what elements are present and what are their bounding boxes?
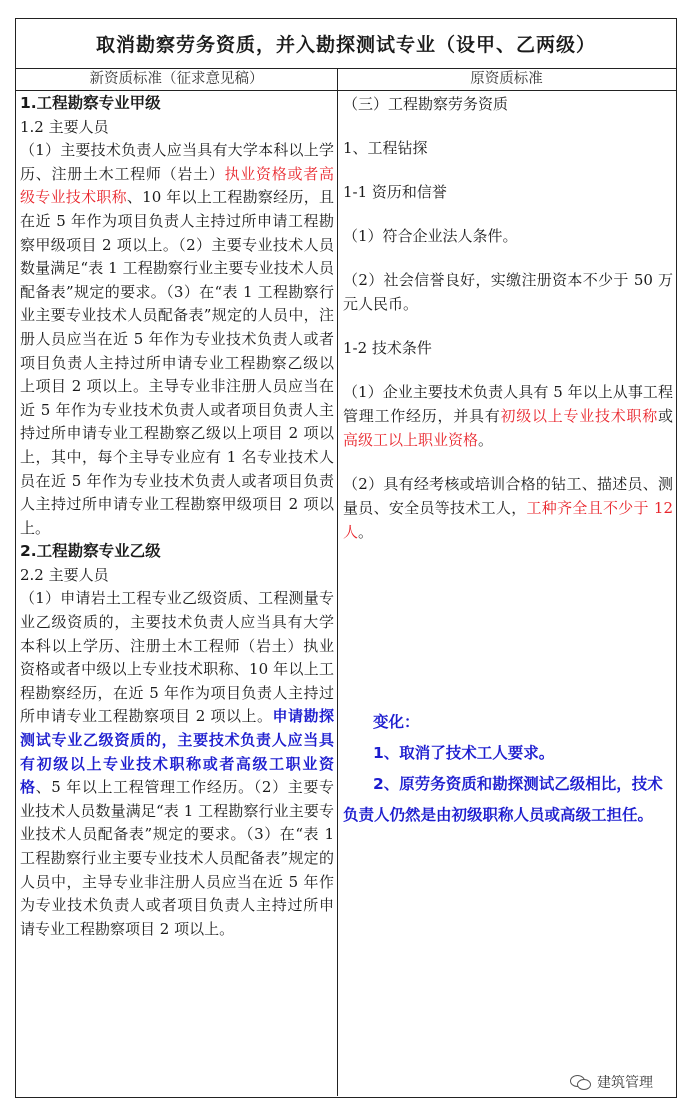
header-old-standard: 原资质标准 <box>337 69 676 91</box>
text-segment: （1）申请岩土工程专业乙级资质、工程测量专业乙级资质的，主要技术负责人应当具有大学本科以上学历、注册土木工程师（岩土）执业资格或者中级以上专业技术职称、10 年以上工程勘察经历，在近 5 年作为项目负责人主持过所申请专业工程勘察项目 2 项以上。 <box>20 589 334 726</box>
text-segment: （1）企业主要技术负责人具有 5 年以上从事工程管理工作经历，并具有 <box>343 383 673 425</box>
text-segment: （2）具有经考核或培训合格的钻工、描述员、测量员、安全员等技术工人， <box>343 475 673 517</box>
paragraph-grade-b <box>20 587 334 941</box>
changes-item-2: 2、原劳务资质和勘探测试乙级相比，技术负责人仍然是由初级职称人员或高级工担任。 <box>343 775 663 824</box>
subheading-main-personnel-a: 1.2 主要人员 <box>20 117 109 136</box>
old-item-drilling: 1、工程钻探 <box>343 139 428 157</box>
table-title: 取消勘察劳务资质，并入勘探测试专业（设甲、乙两级） <box>16 19 676 69</box>
old-standard-column <box>343 92 673 564</box>
highlight-red-text: 初级以上专业技术职称 <box>500 407 658 425</box>
text-segment: （1）主要技术负责人应当具有大学本科以上学历、注册土木工程师（岩土） <box>20 141 334 183</box>
text-segment: 。 <box>478 431 494 449</box>
changes-item-1: 1、取消了技术工人要求。 <box>373 744 555 762</box>
wechat-icon <box>570 1074 592 1090</box>
text-segment: 、10 年以上工程勘察经历，且在近 5 年作为项目负责人主持过所申请工程勘察甲级项目 2 项以上。（2）主要专业技术人员数量满足“表 1 工程勘察行业主要专业技术人员配备表”规定的要求。（3）在“表 1 工程勘察行业主要专业技术人员配备表”规定的人员中，注册人员应当在近 5 年作为专业技术负责人或者项目负责人主持过所申请专业工程勘察乙级以上项目 2 项以上。主导专业非注册人员应当在近 5 年作为专业技术负责人或者项目负责人主持过所申请专业工程勘察乙级以上项目 2 项以上，其中，每个主导专业应有 1 名专业技术人员在近 5 年作为专业技术负责人或者项目负责人主持过所申请专业工程勘察甲级项目 2 项以上。 <box>20 188 334 537</box>
old-section-title: （三）工程勘察劳务资质 <box>343 95 509 113</box>
watermark-text: 建筑管理 <box>597 1075 653 1091</box>
old-sub-technical: 1-2 技术条件 <box>343 339 432 357</box>
old-req-legal-entity: （1）符合企业法人条件。 <box>343 227 518 245</box>
changes-note <box>343 707 673 831</box>
old-req-capital: （2）社会信誉良好，实缴注册资本不少于 50 万元人民币。 <box>343 271 673 313</box>
highlight-red-text: 高级工以上职业资格 <box>343 431 479 449</box>
text-segment: 或 <box>657 407 673 425</box>
watermark <box>570 1072 653 1092</box>
highlight-blue-text: 申请勘探测试专业乙级资质的，主要技术负责人应当具有初级以上专业技术职称或者高级工职业资格 <box>20 707 334 797</box>
old-req-tech-lead <box>343 380 673 452</box>
section-heading-grade-a: 1.工程勘察专业甲级 <box>20 94 161 112</box>
comparison-table <box>15 18 677 1098</box>
subheading-main-personnel-b: 2.2 主要人员 <box>20 565 109 584</box>
new-standard-column <box>20 92 334 941</box>
text-segment: 。 <box>358 523 374 541</box>
highlight-red-text: 工种齐全且不少于 12 人 <box>343 499 673 541</box>
text-segment: 、5 年以上工程管理工作经历。（2）主要专业技术人员数量满足“表 1 工程勘察行业主要专业技术人员配备表”规定的要求。（3）在“表 1 工程勘察行业主要专业技术人员配备表”规定的人员中，主导专业非注册人员应当在近 5 年作为专业技术负责人或者项目负责人主持过所申请专业工程勘察项目 2 项以上。 <box>20 778 334 938</box>
old-req-workers <box>343 472 673 544</box>
section-heading-grade-b: 2.工程勘察专业乙级 <box>20 542 161 561</box>
header-new-standard: 新资质标准（征求意见稿） <box>16 69 337 91</box>
old-sub-credentials: 1-1 资历和信誉 <box>343 183 447 201</box>
paragraph-grade-a <box>20 139 334 540</box>
highlight-red-text: 执业资格或者高级专业技术职称 <box>20 164 334 207</box>
column-divider <box>337 69 338 1096</box>
changes-title: 变化： <box>373 713 420 731</box>
